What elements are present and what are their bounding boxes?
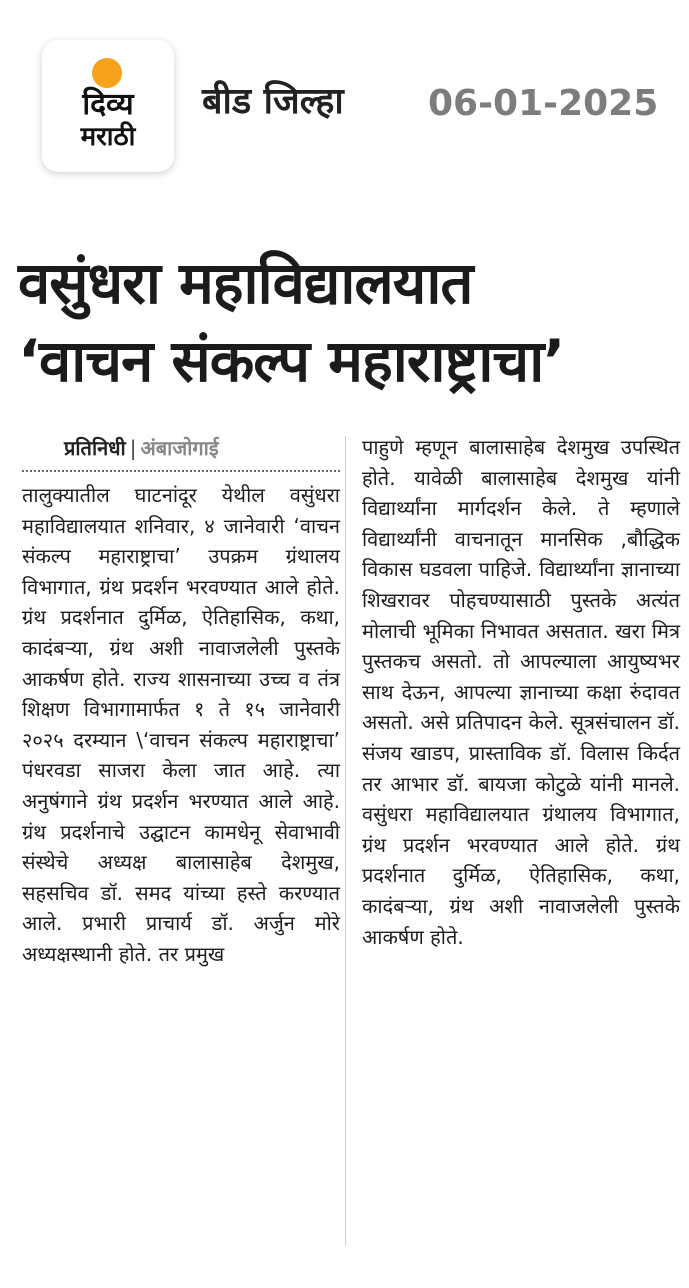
article-text-right: पाहुणे म्हणून बालासाहेब देशमुख उपस्थित होते. यावेळी बालासाहेब देशमुख यांनी विद्यार्थ्यांना मार्गदर्शन केले. ते म्हणाले विद्यार्थ्यांनी वाचनातून मानसिक ,बौद्धिक विकास घडवला पाहिजे. विद्यार्थ्यांना ज्ञानाच्या शिखरावर पोहचण्यासाठी पुस्तके अत्यंत मोलाची भूमिका निभावत असतात. खरा मित्र पुस्तकच असतो. तो आपल्याला आयुष्यभर साथ देऊन, आपल्या ज्ञानाच्या कक्षा रुंदावत असतो. असे प्रतिपादन केले. सूत्रसंचालन डॉ. संजय खाडप, प्रास्ताविक डॉ. विलास किर्दत तर आभार डॉ. बायजा कोटुळे यांनी मानले. वसुंधरा महाविद्यालयात ग्रंथालय विभागात, ग्रंथ प्रदर्शन भरवण्यात आले होते. ग्रंथ प्रदर्शनात दुर्मिळ, ऐतिहासिक, कथा, कादंबऱ्या, ग्रंथ अशी नावाजलेली पुस्तके आकर्षण होते. (362, 435, 680, 949)
article-column-left (22, 432, 340, 970)
article-text-left: तालुक्यातील घाटनांदूर येथील वसुंधरा महाविद्यालयात शनिवार, ४ जानेवारी ‘वाचन संकल्प महाराष्ट्राचा’ उपक्रम ग्रंथालय विभागात, ग्रंथ प्रदर्शन भरवण्यात आले होते. ग्रंथ प्रदर्शनात दुर्मिळ, ऐतिहासिक, कथा, कादंबऱ्या, ग्रंथ अशी नावाजलेली पुस्तके आकर्षण होते. राज्य शासनाच्या उच्च व तंत्र शिक्षण विभागामार्फत १ ते १५ जानेवारी २०२५ दरम्यान \‘वाचन संकल्प महाराष्ट्राचा’ पंधरवडा साजरा केला जात आहे. त्या अनुषंगाने ग्रंथ प्रदर्शन भरण्यात आले आहे. ग्रंथ प्रदर्शनाचे उद्घाटन कामधेनू सेवाभावी संस्थेचे अध्यक्ष बालासाहेब देशमुख, सहसचिव डॉ. समद यांच्या हस्ते करण्यात आले. प्रभारी प्राचार्य डॉ. अर्जुन मोरे अध्यक्षस्थानी होते. तर प्रमुख (22, 483, 340, 966)
page-header (0, 0, 689, 200)
byline-place: अंबाजोगाई (140, 436, 219, 460)
district-label: बीड जिल्हा (202, 81, 344, 122)
logo-text-line1: दिव्य (82, 87, 134, 122)
headline-line1: वसुंधरा महाविद्यालयात (18, 249, 473, 317)
logo-sun-icon (92, 58, 122, 88)
column-divider (345, 436, 346, 1246)
publication-date: 06-01-2025 (428, 83, 659, 124)
byline-divider (22, 470, 340, 472)
logo-text-line2: मराठी (80, 122, 136, 152)
article-column-right (362, 432, 680, 952)
byline (22, 432, 340, 468)
byline-separator: | (129, 436, 137, 460)
headline-line2: ‘वाचन संकल्प महाराष्ट्राचा’ (18, 327, 565, 395)
divya-marathi-logo (42, 40, 174, 172)
byline-label: प्रतिनिधी (64, 436, 126, 460)
